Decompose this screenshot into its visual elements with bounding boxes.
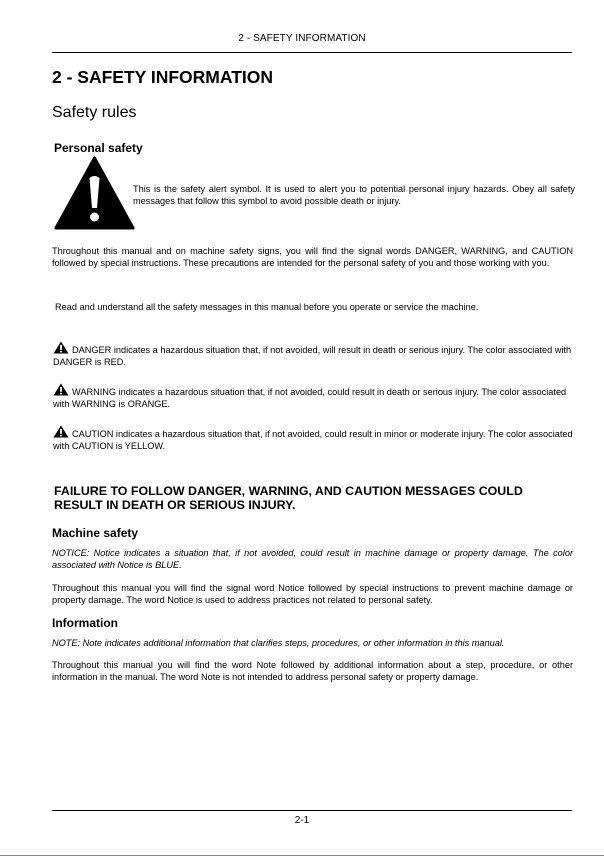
failure-warning: FAILURE TO FOLLOW DANGER, WARNING, AND CAUTION MESSAGES COULD RESULT IN DEATH OR SERIOUS INJURY. bbox=[54, 484, 523, 512]
warning-statement bbox=[53, 383, 574, 410]
notice-statement: NOTICE: Notice indicates a situation that, if not avoided, could result in machine damage or property damage. The color associated with Notice is BLUE. bbox=[52, 548, 573, 570]
warning-text: WARNING indicates a hazardous situation that, if not avoided, could result in death or serious injury. The color associated with WARNING is ORANGE. bbox=[53, 387, 567, 409]
notice-paragraph: Throughout this manual you will find the signal word Notice followed by special instructions to prevent machine damage or property damage. The word Notice is used to address practices not related to personal safety. bbox=[52, 583, 573, 605]
danger-statement bbox=[53, 341, 574, 368]
information-heading: Information bbox=[52, 616, 118, 630]
safety-alert-triangle-icon bbox=[54, 156, 135, 230]
footer-rule bbox=[52, 810, 572, 811]
caution-statement bbox=[53, 425, 574, 452]
warning-triangle-icon bbox=[53, 383, 69, 396]
page-number: 2-1 bbox=[294, 815, 310, 826]
note-paragraph: Throughout this manual you will find the word Note followed by additional information about a step, procedure, or other information in the manual. The word Note is not intended to address personal safety or property damage. bbox=[52, 660, 573, 682]
signal-words-paragraph: Throughout this manual and on machine safety signs, you will find the signal words DANGER, WARNING, and CAUTION followed by special instructions. These precautions are intended for the personal safety of you and those working with you. bbox=[52, 246, 573, 268]
danger-text: DANGER indicates a hazardous situation that, if not avoided, will result in death or serious injury. The color associated with DANGER is RED. bbox=[53, 345, 572, 367]
machine-safety-heading: Machine safety bbox=[52, 526, 139, 540]
warning-triangle-icon bbox=[53, 341, 69, 354]
alert-symbol-description: This is the safety alert symbol. It is used to alert you to potential personal injury hazards. Obey all safety messages that follow this symbol to avoid possible death or injury. bbox=[133, 184, 575, 206]
caution-text: CAUTION indicates a hazardous situation that, if not avoided, could result in minor or moderate injury. The color associated with CAUTION is YELLOW. bbox=[53, 429, 573, 451]
section-title: Safety rules bbox=[52, 104, 137, 121]
personal-safety-heading: Personal safety bbox=[54, 141, 143, 155]
page-edge bbox=[0, 855, 604, 856]
header-rule bbox=[52, 52, 572, 53]
read-and-understand-paragraph: Read and understand all the safety messages in this manual before you operate or service the machine. bbox=[55, 302, 479, 312]
warning-triangle-icon bbox=[53, 425, 69, 438]
running-head: 2 - SAFETY INFORMATION bbox=[238, 33, 366, 44]
note-statement: NOTE: Note indicates additional information that clarifies steps, procedures, or other information in this manual. bbox=[52, 638, 505, 648]
chapter-title: 2 - SAFETY INFORMATION bbox=[52, 67, 274, 87]
